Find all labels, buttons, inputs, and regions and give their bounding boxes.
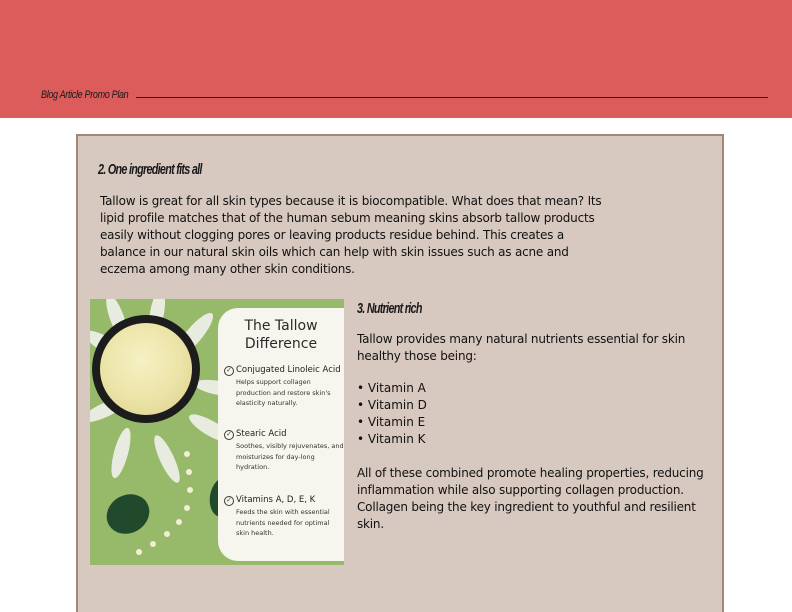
- bead: [184, 505, 190, 511]
- daisy-petal: [108, 426, 135, 480]
- section-closing-nutrient-rich: All of these combined promote healing properties, reducing inflammation while also supporting collagen production. Collagen being the key ingredient to youthful and resilient skin.: [357, 466, 704, 531]
- bead: [184, 451, 190, 457]
- panel-item-title: Conjugated Linoleic Acid: [236, 365, 341, 375]
- section-heading-one-ingredient: 2. One ingredient fits all: [98, 161, 202, 178]
- section-heading-nutrient-rich: 3. Nutrient rich: [357, 300, 422, 317]
- panel-title: The Tallow Difference: [244, 318, 318, 352]
- bead: [150, 541, 156, 547]
- content-card: [76, 134, 724, 612]
- bead: [186, 469, 192, 475]
- vitamin-list-item: • Vitamin A: [357, 381, 426, 395]
- panel-item-title: Stearic Acid: [236, 429, 287, 439]
- vitamin-list-item: • Vitamin D: [357, 398, 427, 412]
- section-intro-nutrient-rich: Tallow provides many natural nutrients essential for skin healthy those being:: [357, 332, 686, 363]
- panel-item-title: Vitamins A, D, E, K: [236, 495, 316, 505]
- eucalyptus-leaf-icon: [99, 487, 156, 542]
- bead: [136, 549, 142, 555]
- tallow-cream: [100, 323, 192, 415]
- daisy-petal: [150, 432, 185, 485]
- check-circle-icon: ✓: [224, 430, 234, 440]
- panel-item-desc: Soothes, visibly rejuvenates, and moisturizes for day-long hydration.: [236, 442, 344, 471]
- bead: [187, 487, 193, 493]
- product-image: [90, 299, 344, 565]
- header-banner: [0, 0, 792, 118]
- bead: [176, 519, 182, 525]
- vitamin-list-item: • Vitamin K: [357, 432, 426, 446]
- bead: [164, 531, 170, 537]
- check-circle-icon: ✓: [224, 496, 234, 506]
- vitamin-list-item: • Vitamin E: [357, 415, 426, 429]
- section-paragraph-one-ingredient: Tallow is great for all skin types because it is biocompatible. What does that mean? Its lipid profile matches that of the human sebum meaning skins absorb tallow products easily without clogging pores or leaving products residue behind. This creates a balance in our natural skin oils which can help with skin issues such as acne and eczema among many other skin conditions.: [100, 194, 602, 276]
- panel-item-desc: Helps support collagen production and restore skin's elasticity naturally.: [236, 378, 331, 407]
- panel-item-desc: Feeds the skin with essential nutrients needed for optimal skin health.: [236, 508, 330, 537]
- header-divider: [136, 97, 768, 98]
- check-circle-icon: ✓: [224, 366, 234, 376]
- header-label: Blog Article Promo Plan: [41, 89, 129, 101]
